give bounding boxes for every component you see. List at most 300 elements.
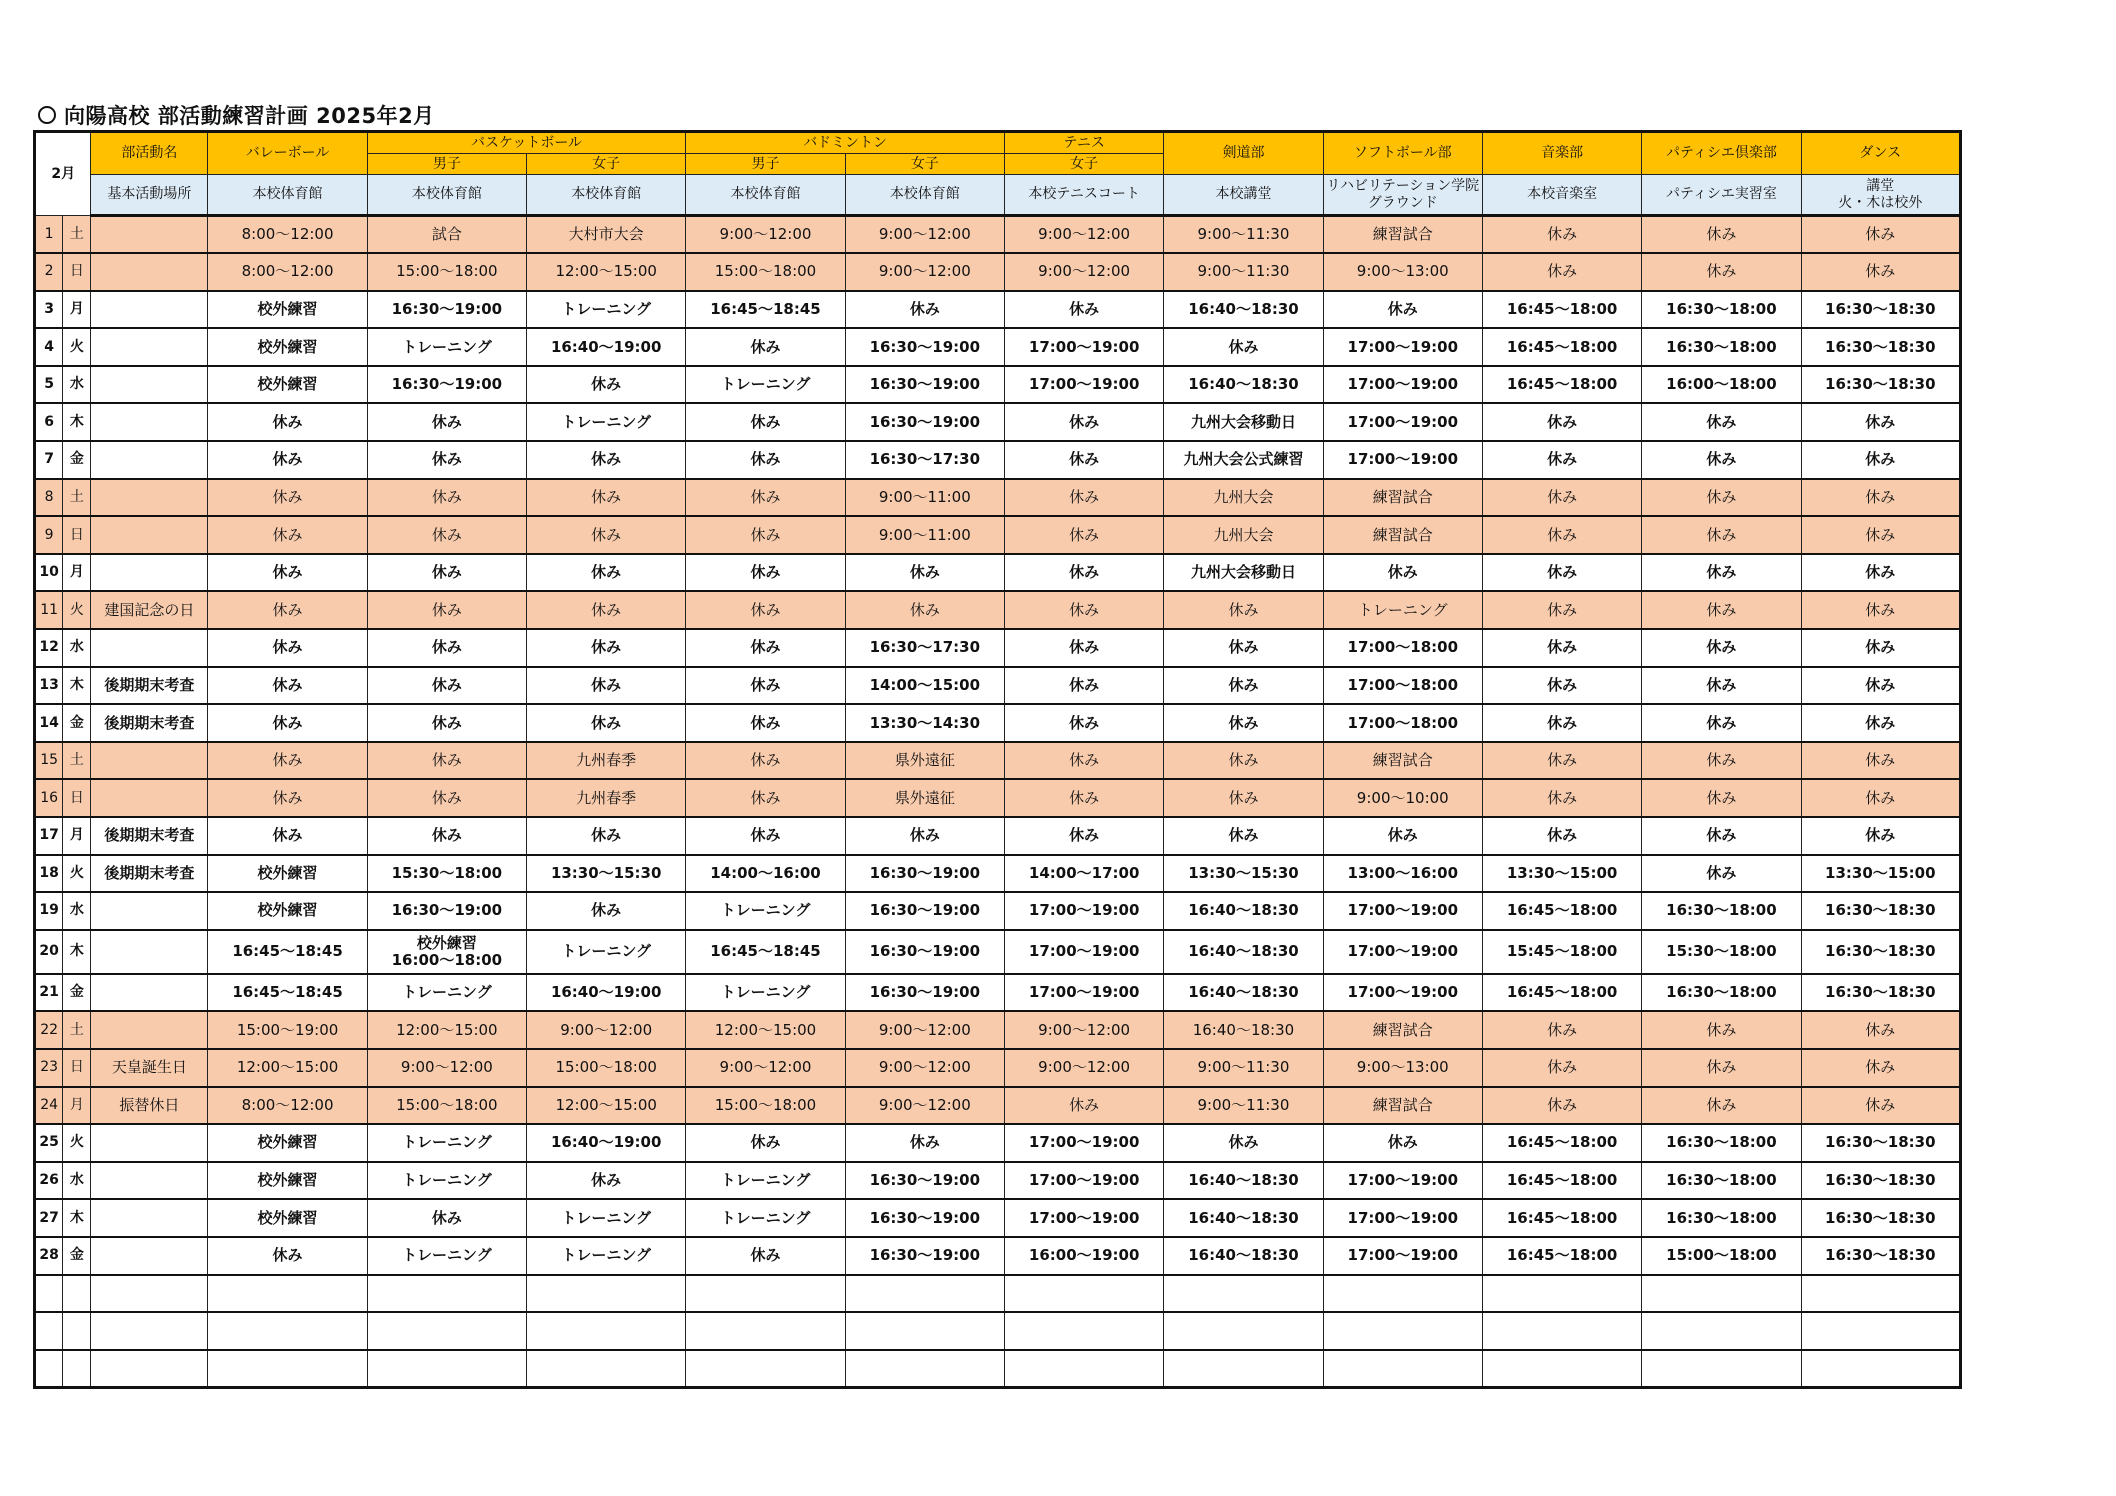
schedule-cell: 14:00～15:00 <box>845 667 1004 705</box>
empty-cell <box>208 1275 367 1313</box>
schedule-cell: 休み <box>1004 779 1163 817</box>
schedule-cell: 休み <box>686 591 845 629</box>
empty-cell <box>1004 1312 1163 1350</box>
schedule-cell: 休み <box>367 817 526 855</box>
day-cell: 8 <box>35 479 63 517</box>
schedule-cell: 休み <box>1323 291 1482 329</box>
schedule-cell: 校外練習 <box>208 1162 367 1200</box>
event-cell: 後期期末考査 <box>91 704 208 742</box>
event-cell: 後期期末考査 <box>91 817 208 855</box>
event-cell <box>91 629 208 667</box>
blank-row <box>35 1275 1961 1313</box>
schedule-cell: 15:00～18:00 <box>527 1049 686 1087</box>
event-cell: 後期期末考査 <box>91 667 208 705</box>
weekday-cell: 日 <box>63 253 91 291</box>
schedule-cell: 16:40～18:30 <box>1164 1011 1323 1049</box>
club-location: 本校音楽室 <box>1482 175 1641 216</box>
schedule-cell: 休み <box>527 479 686 517</box>
schedule-cell: 17:00～19:00 <box>1004 930 1163 974</box>
schedule-cell: 休み <box>1642 1087 1801 1125</box>
club-group-header: バドミントン <box>686 132 1005 154</box>
empty-cell <box>1642 1312 1801 1350</box>
club-group-header: バスケットボール <box>367 132 686 154</box>
schedule-cell: 16:45～18:00 <box>1482 291 1641 329</box>
schedule-cell: 休み <box>1642 779 1801 817</box>
schedule-cell: 休み <box>1004 291 1163 329</box>
schedule-cell: トレーニング <box>686 892 845 930</box>
schedule-cell: 休み <box>1642 817 1801 855</box>
weekday-cell: 土 <box>63 1011 91 1049</box>
weekday-cell: 木 <box>63 1199 91 1237</box>
event-cell <box>91 479 208 517</box>
schedule-cell: 休み <box>1004 516 1163 554</box>
schedule-cell: トレーニング <box>367 328 526 366</box>
schedule-cell: 休み <box>527 1162 686 1200</box>
schedule-cell: 休み <box>367 479 526 517</box>
empty-cell <box>1164 1275 1323 1313</box>
club-location: リハビリテーション学院 グラウンド <box>1323 175 1482 216</box>
schedule-cell: 休み <box>1164 742 1323 780</box>
schedule-cell: 校外練習 <box>208 366 367 404</box>
schedule-cell: 17:00～19:00 <box>1323 1237 1482 1275</box>
schedule-cell: 休み <box>1642 253 1801 291</box>
club-name-label: 部活動名 <box>91 132 208 175</box>
schedule-cell: 16:30～18:30 <box>1801 974 1960 1012</box>
schedule-cell: 休み <box>208 817 367 855</box>
schedule-cell: 九州大会移動日 <box>1164 403 1323 441</box>
schedule-cell: 九州春季 <box>527 779 686 817</box>
month-cell: 2月 <box>35 132 91 216</box>
schedule-cell: 校外練習 <box>208 291 367 329</box>
schedule-cell: 休み <box>1164 1124 1323 1162</box>
schedule-cell: 校外練習 <box>208 1199 367 1237</box>
day-cell: 11 <box>35 591 63 629</box>
schedule-cell: 17:00～18:00 <box>1323 704 1482 742</box>
schedule-cell: 16:30～19:00 <box>845 855 1004 893</box>
event-cell: 天皇誕生日 <box>91 1049 208 1087</box>
schedule-cell: 16:45～18:45 <box>686 930 845 974</box>
schedule-cell: 休み <box>1642 516 1801 554</box>
schedule-cell: 休み <box>367 441 526 479</box>
schedule-cell: 校外練習 <box>208 855 367 893</box>
event-cell <box>91 328 208 366</box>
weekday-cell: 木 <box>63 403 91 441</box>
schedule-cell: 休み <box>1801 817 1960 855</box>
schedule-cell: 休み <box>1801 1087 1960 1125</box>
schedule-cell: 9:00～12:00 <box>845 1011 1004 1049</box>
schedule-cell: 17:00～19:00 <box>1323 974 1482 1012</box>
weekday-cell: 金 <box>63 704 91 742</box>
schedule-cell: 16:40～18:30 <box>1164 1199 1323 1237</box>
weekday-cell: 月 <box>63 291 91 329</box>
club-sub-header: 女子 <box>845 154 1004 175</box>
schedule-cell: 休み <box>1323 554 1482 592</box>
empty-cell <box>1323 1350 1482 1388</box>
schedule-cell: 14:00～17:00 <box>1004 855 1163 893</box>
schedule-cell: 休み <box>208 554 367 592</box>
event-cell: 後期期末考査 <box>91 855 208 893</box>
schedule-cell: 休み <box>845 591 1004 629</box>
schedule-cell: 休み <box>686 779 845 817</box>
schedule-cell: 練習試合 <box>1323 216 1482 254</box>
schedule-cell: 16:45～18:00 <box>1482 366 1641 404</box>
schedule-cell: 休み <box>1164 591 1323 629</box>
schedule-cell: 16:45～18:00 <box>1482 1237 1641 1275</box>
empty-cell <box>367 1350 526 1388</box>
club-sub-header: 女子 <box>527 154 686 175</box>
schedule-cell: 17:00～18:00 <box>1323 667 1482 705</box>
schedule-cell: 9:00～11:30 <box>1164 253 1323 291</box>
schedule-cell: 休み <box>1482 1011 1641 1049</box>
table-row <box>35 403 1961 441</box>
schedule-cell: 休み <box>1801 1011 1960 1049</box>
day-cell: 9 <box>35 516 63 554</box>
schedule-cell: 休み <box>686 629 845 667</box>
schedule-cell: 17:00～19:00 <box>1323 366 1482 404</box>
schedule-cell: 校外練習 <box>208 892 367 930</box>
schedule-cell: 練習試合 <box>1323 479 1482 517</box>
schedule-cell: 16:00～19:00 <box>1004 1237 1163 1275</box>
schedule-cell: 16:40～19:00 <box>527 974 686 1012</box>
schedule-cell: 休み <box>527 591 686 629</box>
table-row <box>35 554 1961 592</box>
schedule-cell: 16:30～18:00 <box>1642 1199 1801 1237</box>
day-cell: 17 <box>35 817 63 855</box>
schedule-cell: 17:00～18:00 <box>1323 629 1482 667</box>
empty-cell <box>1004 1350 1163 1388</box>
weekday-cell: 木 <box>63 930 91 974</box>
schedule-cell: 休み <box>527 892 686 930</box>
schedule-cell: 17:00～19:00 <box>1323 1162 1482 1200</box>
schedule-cell: 9:00～13:00 <box>1323 1049 1482 1087</box>
schedule-cell: 休み <box>1482 1049 1641 1087</box>
weekday-cell: 火 <box>63 855 91 893</box>
schedule-cell: 8:00～12:00 <box>208 253 367 291</box>
schedule-cell: トレーニング <box>367 1237 526 1275</box>
schedule-cell: 16:30～19:00 <box>367 366 526 404</box>
schedule-cell: トレーニング <box>527 291 686 329</box>
day-cell: 4 <box>35 328 63 366</box>
schedule-cell: 13:30～15:30 <box>527 855 686 893</box>
schedule-cell: 休み <box>1642 554 1801 592</box>
weekday-cell: 土 <box>63 479 91 517</box>
weekday-cell: 水 <box>63 892 91 930</box>
schedule-cell: 休み <box>686 403 845 441</box>
day-cell: 5 <box>35 366 63 404</box>
empty-cell <box>1323 1312 1482 1350</box>
schedule-cell: 練習試合 <box>1323 1011 1482 1049</box>
schedule-cell: 12:00～15:00 <box>527 253 686 291</box>
schedule-cell: 休み <box>1164 704 1323 742</box>
schedule-cell: 16:45～18:45 <box>208 974 367 1012</box>
schedule-cell: 17:00～19:00 <box>1323 441 1482 479</box>
schedule-cell: 14:00～16:00 <box>686 855 845 893</box>
schedule-cell: 9:00～11:00 <box>845 516 1004 554</box>
empty-cell <box>686 1275 845 1313</box>
table-row <box>35 629 1961 667</box>
practice-schedule-table <box>33 130 1962 1389</box>
weekday-cell: 土 <box>63 742 91 780</box>
weekday-cell: 月 <box>63 1087 91 1125</box>
schedule-cell: 16:30～18:30 <box>1801 1199 1960 1237</box>
schedule-cell: 休み <box>1642 742 1801 780</box>
schedule-cell: 休み <box>1164 328 1323 366</box>
schedule-cell: 17:00～19:00 <box>1004 892 1163 930</box>
schedule-cell: 16:40～18:30 <box>1164 1162 1323 1200</box>
table-row <box>35 1199 1961 1237</box>
schedule-cell: 休み <box>1642 216 1801 254</box>
schedule-cell: 休み <box>1004 403 1163 441</box>
day-cell: 24 <box>35 1087 63 1125</box>
schedule-cell: トレーニング <box>1323 591 1482 629</box>
schedule-cell: 16:30～18:00 <box>1642 1124 1801 1162</box>
weekday-cell: 火 <box>63 328 91 366</box>
event-cell <box>91 554 208 592</box>
day-cell: 27 <box>35 1199 63 1237</box>
schedule-cell: 休み <box>367 742 526 780</box>
schedule-cell: 休み <box>1801 704 1960 742</box>
schedule-cell: 9:00～11:00 <box>845 479 1004 517</box>
schedule-cell: 15:30～18:00 <box>367 855 526 893</box>
schedule-cell: 16:45～18:00 <box>1482 892 1641 930</box>
schedule-cell: 休み <box>1004 1087 1163 1125</box>
day-cell: 1 <box>35 216 63 254</box>
table-row <box>35 1124 1961 1162</box>
schedule-cell: 休み <box>1642 667 1801 705</box>
schedule-cell: 16:30～17:30 <box>845 441 1004 479</box>
schedule-cell: トレーニング <box>527 1199 686 1237</box>
schedule-cell: 9:00～12:00 <box>367 1049 526 1087</box>
table-row <box>35 974 1961 1012</box>
schedule-cell: 休み <box>1164 817 1323 855</box>
schedule-cell: 休み <box>1482 591 1641 629</box>
schedule-cell: 休み <box>1642 479 1801 517</box>
schedule-cell: 休み <box>367 516 526 554</box>
schedule-cell: 13:30～15:00 <box>1482 855 1641 893</box>
table-row <box>35 667 1961 705</box>
schedule-cell: 16:45～18:00 <box>1482 1124 1641 1162</box>
schedule-cell: 休み <box>1004 554 1163 592</box>
schedule-cell: 休み <box>208 1237 367 1275</box>
club-group-header: ソフトボール部 <box>1323 132 1482 175</box>
weekday-cell: 日 <box>63 516 91 554</box>
table-row <box>35 892 1961 930</box>
schedule-cell: 休み <box>208 742 367 780</box>
schedule-cell: 9:00～12:00 <box>845 253 1004 291</box>
schedule-cell: 16:40～19:00 <box>527 1124 686 1162</box>
schedule-cell: 休み <box>367 591 526 629</box>
day-cell: 26 <box>35 1162 63 1200</box>
page-title-text: 向陽高校 部活動練習計画 2025年2月 <box>64 104 435 128</box>
schedule-cell: 九州春季 <box>527 742 686 780</box>
schedule-cell: 16:30～19:00 <box>845 974 1004 1012</box>
schedule-cell: 休み <box>1642 1011 1801 1049</box>
schedule-cell: 休み <box>1801 216 1960 254</box>
schedule-cell: 校外練習 <box>208 328 367 366</box>
empty-cell <box>527 1350 686 1388</box>
schedule-cell: 休み <box>1642 591 1801 629</box>
blank-row <box>35 1350 1961 1388</box>
schedule-cell: 17:00～19:00 <box>1323 892 1482 930</box>
day-cell: 13 <box>35 667 63 705</box>
empty-cell <box>845 1312 1004 1350</box>
schedule-cell: 休み <box>686 328 845 366</box>
schedule-cell: 16:30～18:30 <box>1801 366 1960 404</box>
schedule-cell: 16:45～18:00 <box>1482 974 1641 1012</box>
club-location: 本校体育館 <box>367 175 526 216</box>
schedule-cell: 練習試合 <box>1323 1087 1482 1125</box>
empty-cell <box>63 1312 91 1350</box>
location-label: 基本活動場所 <box>91 175 208 216</box>
schedule-cell: 休み <box>686 516 845 554</box>
schedule-cell: 17:00～19:00 <box>1323 1199 1482 1237</box>
schedule-cell: 休み <box>1801 742 1960 780</box>
schedule-cell: 休み <box>1801 554 1960 592</box>
schedule-cell: 16:45～18:45 <box>208 930 367 974</box>
schedule-cell: 16:30～18:30 <box>1801 892 1960 930</box>
schedule-cell: 15:00～18:00 <box>686 1087 845 1125</box>
schedule-cell: 休み <box>1004 704 1163 742</box>
event-cell <box>91 403 208 441</box>
schedule-cell: 休み <box>1004 629 1163 667</box>
empty-cell <box>1482 1350 1641 1388</box>
schedule-cell: 休み <box>686 441 845 479</box>
club-sub-header: 男子 <box>686 154 845 175</box>
table-row <box>35 1087 1961 1125</box>
schedule-cell: 15:00～18:00 <box>367 253 526 291</box>
schedule-cell: 9:00～12:00 <box>1004 216 1163 254</box>
schedule-cell: 休み <box>1323 817 1482 855</box>
schedule-cell: 9:00～12:00 <box>686 216 845 254</box>
schedule-cell: トレーニング <box>527 930 686 974</box>
schedule-cell: 休み <box>1801 403 1960 441</box>
schedule-cell: トレーニング <box>686 974 845 1012</box>
weekday-cell: 火 <box>63 591 91 629</box>
schedule-cell: 休み <box>1801 629 1960 667</box>
schedule-cell: 休み <box>1801 591 1960 629</box>
day-cell: 25 <box>35 1124 63 1162</box>
schedule-cell: 休み <box>1482 779 1641 817</box>
empty-cell <box>527 1312 686 1350</box>
weekday-cell: 金 <box>63 441 91 479</box>
event-cell <box>91 1237 208 1275</box>
schedule-cell: 県外遠征 <box>845 742 1004 780</box>
event-cell <box>91 253 208 291</box>
table-row <box>35 479 1961 517</box>
table-row <box>35 328 1961 366</box>
empty-cell <box>63 1350 91 1388</box>
empty-cell <box>367 1312 526 1350</box>
day-cell: 3 <box>35 291 63 329</box>
schedule-cell: 16:30～19:00 <box>367 892 526 930</box>
schedule-cell: 16:30～18:00 <box>1642 974 1801 1012</box>
club-location: 本校体育館 <box>686 175 845 216</box>
circle-icon <box>38 106 56 124</box>
schedule-cell: 16:30～19:00 <box>367 291 526 329</box>
table-row <box>35 704 1961 742</box>
schedule-cell: 休み <box>686 1124 845 1162</box>
schedule-cell: 16:30～19:00 <box>845 1162 1004 1200</box>
schedule-cell: 休み <box>1482 253 1641 291</box>
day-cell: 6 <box>35 403 63 441</box>
schedule-cell: 15:00～18:00 <box>1642 1237 1801 1275</box>
schedule-cell: 休み <box>1801 1049 1960 1087</box>
schedule-cell: 16:40～18:30 <box>1164 892 1323 930</box>
schedule-cell: 8:00～12:00 <box>208 1087 367 1125</box>
schedule-cell: 15:00～18:00 <box>367 1087 526 1125</box>
schedule-cell: 12:00～15:00 <box>208 1049 367 1087</box>
schedule-cell: 休み <box>1004 591 1163 629</box>
day-cell: 7 <box>35 441 63 479</box>
table-row <box>35 1049 1961 1087</box>
weekday-cell: 金 <box>63 1237 91 1275</box>
weekday-cell: 火 <box>63 1124 91 1162</box>
weekday-cell: 水 <box>63 1162 91 1200</box>
empty-cell <box>1482 1275 1641 1313</box>
schedule-cell: 休み <box>527 667 686 705</box>
schedule-cell: 16:45～18:45 <box>686 291 845 329</box>
weekday-cell: 月 <box>63 817 91 855</box>
empty-cell <box>845 1275 1004 1313</box>
weekday-cell: 金 <box>63 974 91 1012</box>
schedule-cell: 休み <box>367 667 526 705</box>
schedule-cell: 休み <box>686 817 845 855</box>
schedule-cell: トレーニング <box>527 403 686 441</box>
schedule-cell: 15:30～18:00 <box>1642 930 1801 974</box>
day-cell: 16 <box>35 779 63 817</box>
schedule-cell: 9:00～12:00 <box>1004 1049 1163 1087</box>
table-row <box>35 216 1961 254</box>
day-cell: 22 <box>35 1011 63 1049</box>
empty-cell <box>686 1312 845 1350</box>
club-location: パティシエ実習室 <box>1642 175 1801 216</box>
schedule-cell: 9:00～12:00 <box>845 1049 1004 1087</box>
schedule-cell: 九州大会 <box>1164 479 1323 517</box>
schedule-cell: 休み <box>1642 441 1801 479</box>
club-location: 本校テニスコート <box>1004 175 1163 216</box>
empty-cell <box>1004 1275 1163 1313</box>
empty-cell <box>91 1312 208 1350</box>
table-row <box>35 855 1961 893</box>
schedule-cell: 休み <box>1004 817 1163 855</box>
schedule-cell: 17:00～19:00 <box>1004 328 1163 366</box>
schedule-cell: 16:30～18:00 <box>1642 1162 1801 1200</box>
club-group-header: テニス <box>1004 132 1163 154</box>
schedule-cell: 16:40～18:30 <box>1164 1237 1323 1275</box>
schedule-cell: 16:30～17:30 <box>845 629 1004 667</box>
schedule-cell: 休み <box>1482 554 1641 592</box>
schedule-cell: 16:00～18:00 <box>1642 366 1801 404</box>
weekday-cell: 水 <box>63 366 91 404</box>
table-row <box>35 930 1961 974</box>
schedule-cell: 休み <box>367 629 526 667</box>
schedule-cell: 休み <box>1482 667 1641 705</box>
schedule-cell: 休み <box>208 403 367 441</box>
empty-cell <box>1642 1275 1801 1313</box>
schedule-cell: 校外練習 16:00～18:00 <box>367 930 526 974</box>
schedule-cell: 休み <box>1801 667 1960 705</box>
empty-cell <box>1323 1275 1482 1313</box>
event-cell <box>91 1162 208 1200</box>
schedule-cell: 9:00～12:00 <box>845 216 1004 254</box>
empty-cell <box>91 1275 208 1313</box>
schedule-cell: トレーニング <box>686 1199 845 1237</box>
schedule-cell: 休み <box>845 554 1004 592</box>
schedule-cell: 休み <box>527 441 686 479</box>
schedule-cell: 休み <box>527 516 686 554</box>
event-cell <box>91 216 208 254</box>
schedule-cell: 16:40～18:30 <box>1164 366 1323 404</box>
